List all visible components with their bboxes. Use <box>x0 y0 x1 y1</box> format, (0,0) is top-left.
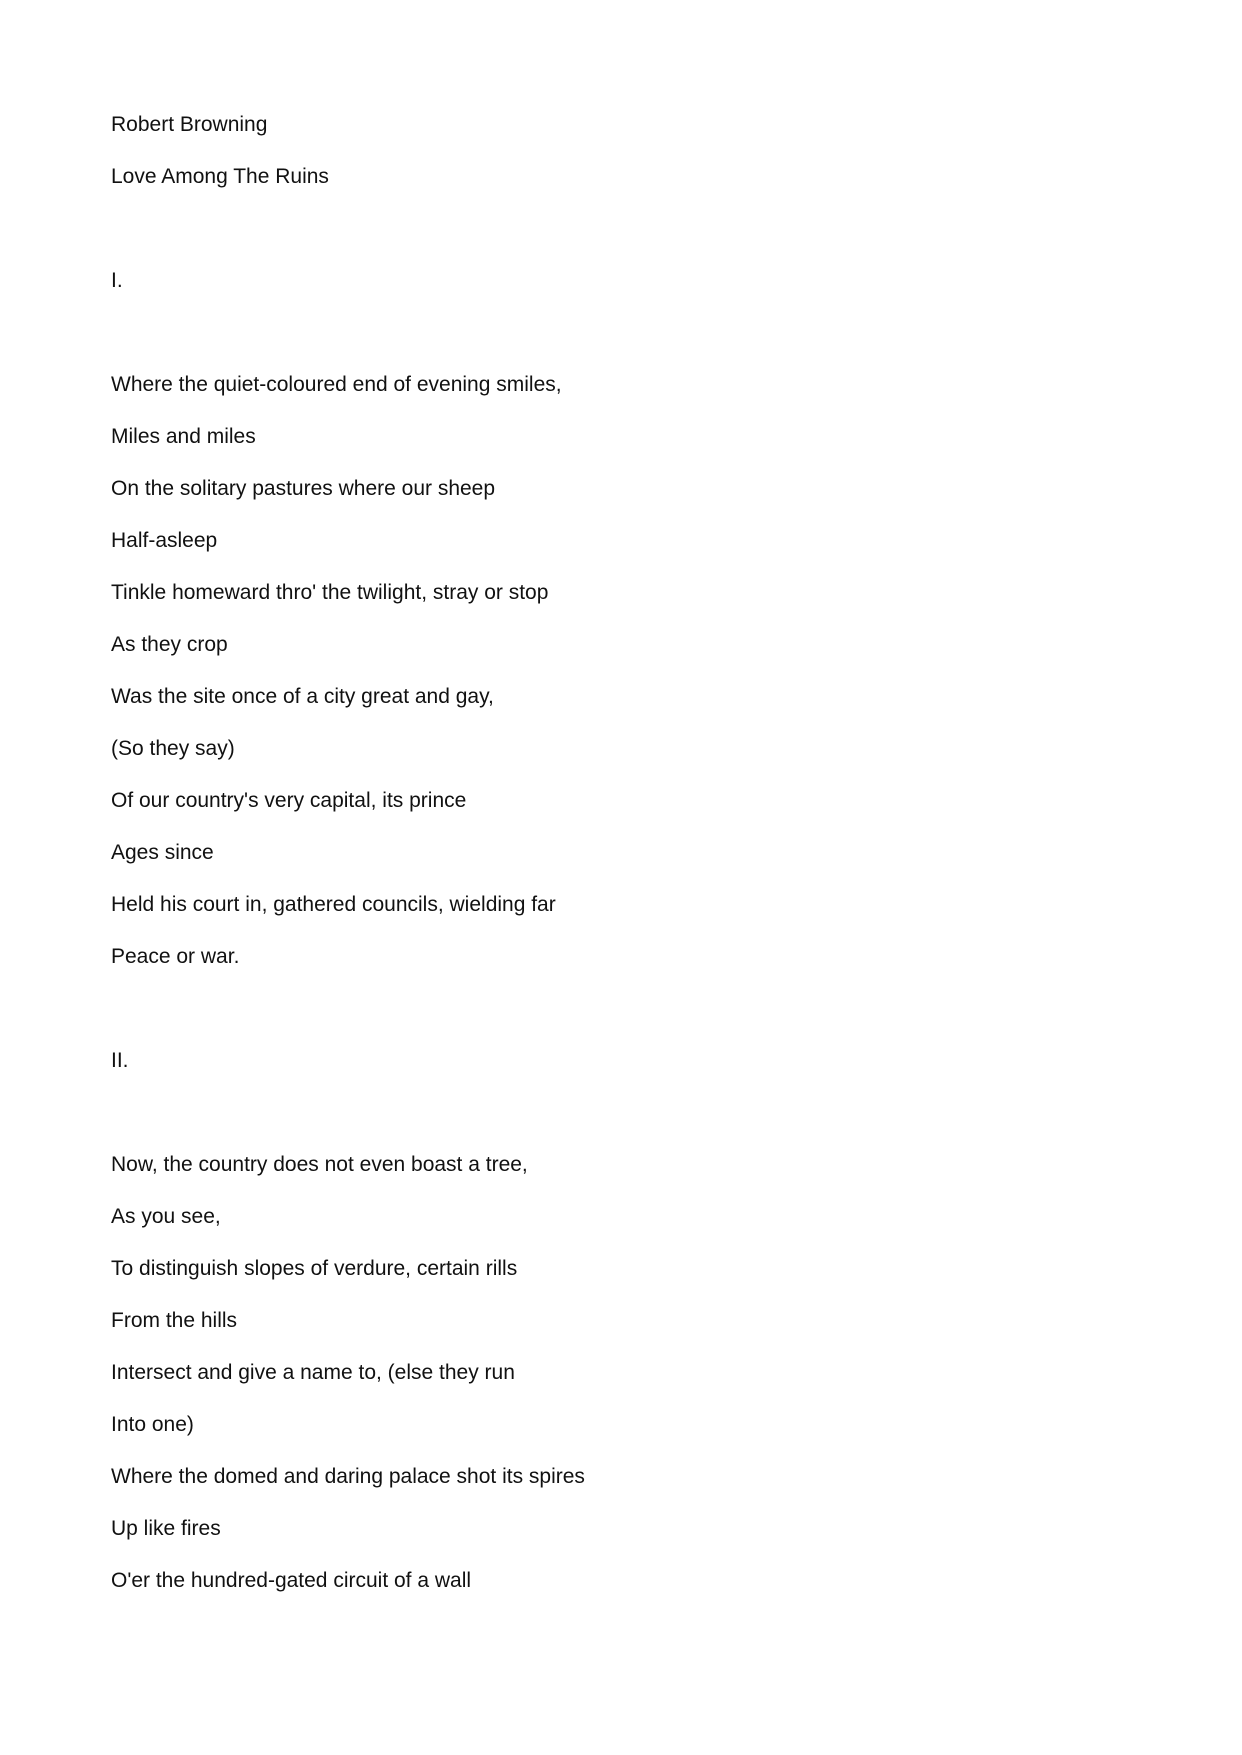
poem-line: Intersect and give a name to, (else they run <box>111 1361 515 1384</box>
poem-line: (So they say) <box>111 737 235 760</box>
poem-line: Was the site once of a city great and gay, <box>111 685 494 708</box>
poem-title: Love Among The Ruins <box>111 165 329 188</box>
poem-line: To distinguish slopes of verdure, certain rills <box>111 1257 518 1280</box>
poem-line: O'er the hundred-gated circuit of a wall <box>111 1569 472 1592</box>
poem-line: Where the domed and daring palace shot its spires <box>111 1465 585 1488</box>
poem-line: Of our country's very capital, its prince <box>111 789 467 812</box>
poem-line: Miles and miles <box>111 425 256 448</box>
section-numeral-2: II. <box>111 1049 129 1072</box>
poem-line: Up like fires <box>111 1517 221 1540</box>
poem-line: Where the quiet-coloured end of evening smiles, <box>111 373 562 396</box>
poem-line: As you see, <box>111 1205 221 1228</box>
poem-line: From the hills <box>111 1309 238 1332</box>
poem-line: Peace or war. <box>111 945 240 968</box>
author-name: Robert Browning <box>111 113 268 136</box>
poem-line: Ages since <box>111 841 214 864</box>
section-numeral-1: I. <box>111 269 123 292</box>
poem-line: Tinkle homeward thro' the twilight, stray or stop <box>111 581 549 604</box>
poem-line: Into one) <box>111 1413 194 1436</box>
poem-line: As they crop <box>111 633 228 656</box>
poem-line: Held his court in, gathered councils, wielding far <box>111 893 556 916</box>
poem-line: On the solitary pastures where our sheep <box>111 477 496 500</box>
poem-line: Half-asleep <box>111 529 218 552</box>
poem-line: Now, the country does not even boast a tree, <box>111 1153 528 1176</box>
